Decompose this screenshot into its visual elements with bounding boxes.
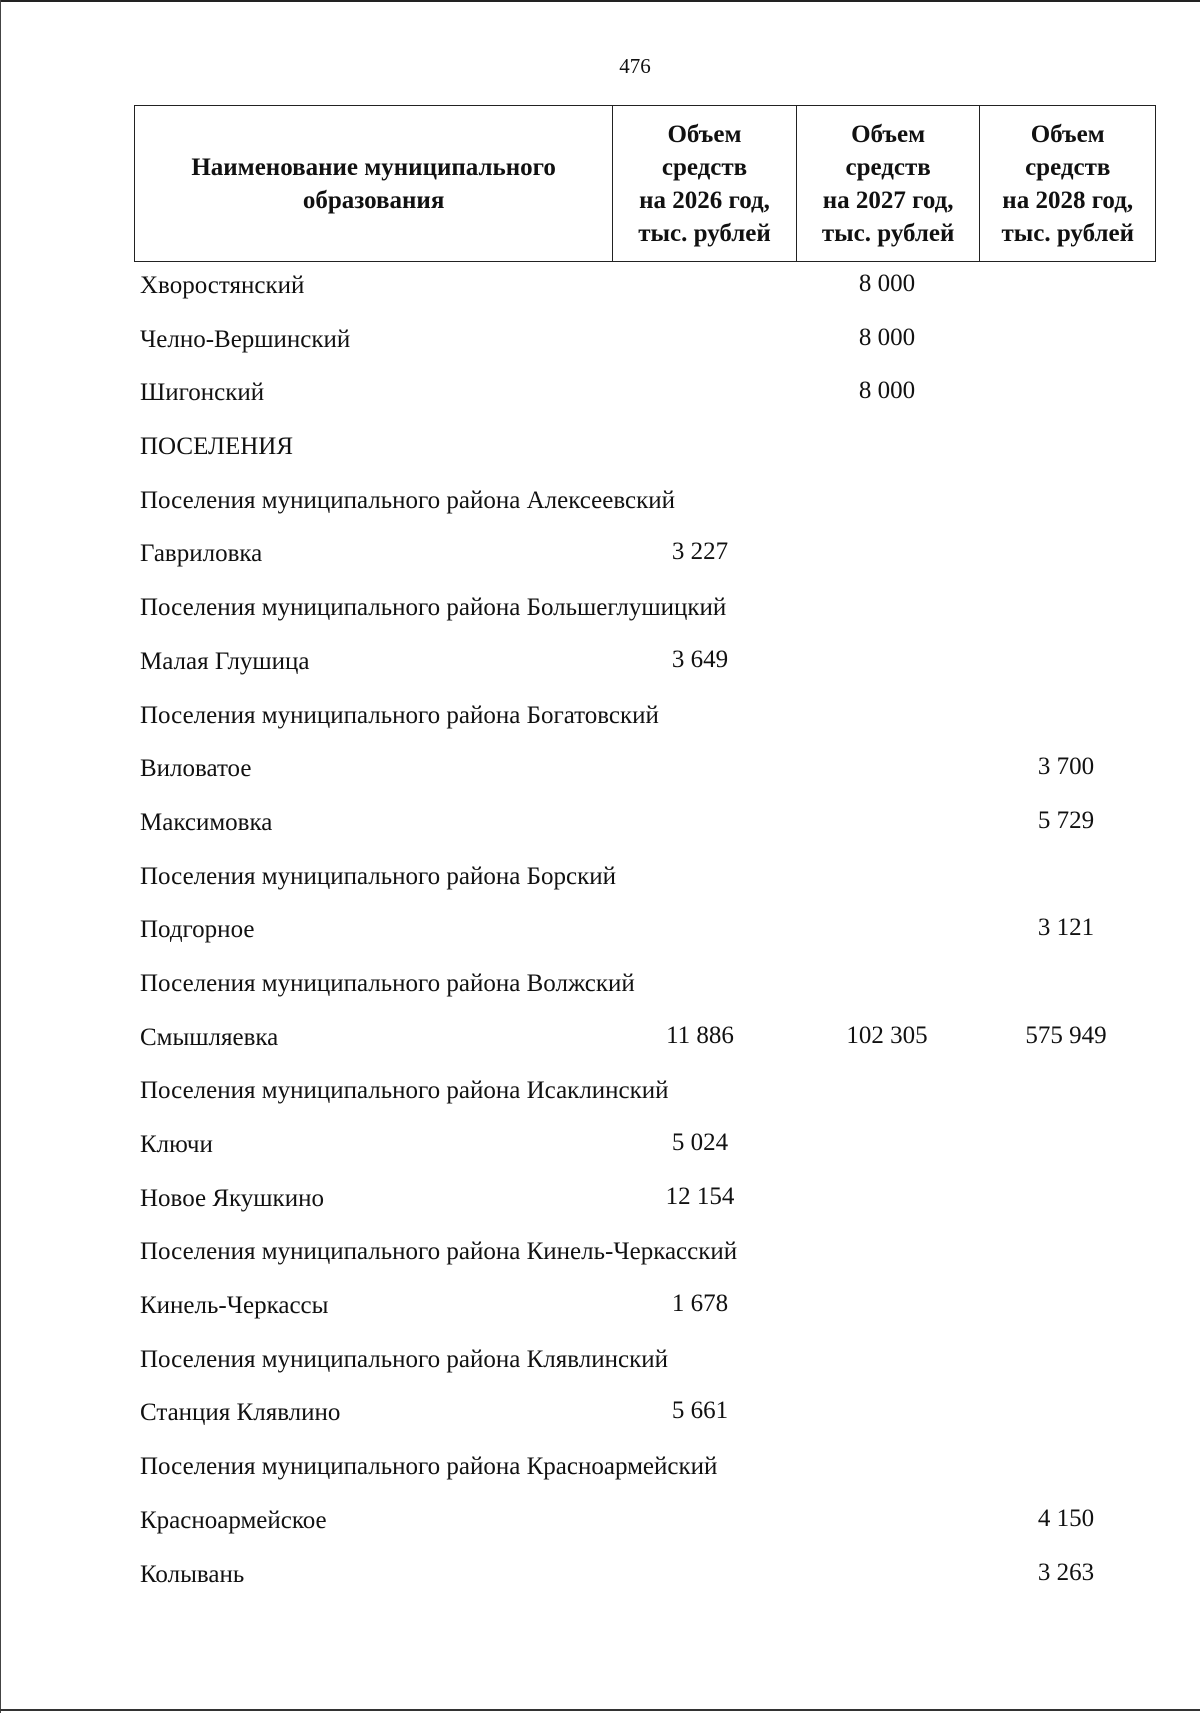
header-2026-line: тыс. рублей <box>638 219 771 247</box>
row-name: Шигонский <box>140 379 265 407</box>
table-body <box>0 262 1200 1604</box>
value-2027: 8 000 <box>858 270 916 297</box>
row-name: Поселения муниципального района Исаклинский <box>140 1077 669 1105</box>
table-row <box>0 262 1200 316</box>
table-row <box>0 584 1200 638</box>
header-2027-line: на 2027 год, <box>822 186 954 214</box>
header-2028-line: на 2028 год, <box>1002 186 1134 214</box>
row-name: ПОСЕЛЕНИЯ <box>140 433 294 461</box>
row-name: Смышляевка <box>140 1023 279 1051</box>
header-2027-line: средств <box>845 153 931 181</box>
row-name: Малая Глушица <box>140 647 310 675</box>
row-name: Кинель-Черкассы <box>140 1292 329 1320</box>
row-name: Подгорное <box>140 916 255 944</box>
table-header <box>134 105 1156 262</box>
row-name: Поселения муниципального района Красноармейский <box>140 1453 718 1481</box>
row-name: Поселения муниципального района Алексеевский <box>140 486 676 514</box>
table-row <box>0 1067 1200 1121</box>
row-name: Виловатое <box>140 755 252 783</box>
header-2028-line: Объем <box>1030 120 1105 148</box>
value-2026: 3 649 <box>671 645 729 673</box>
value-2026: 3 227 <box>671 538 729 566</box>
table-row <box>0 692 1200 746</box>
row-name: Колывань <box>140 1560 245 1588</box>
table-row <box>0 1336 1200 1390</box>
value-2026: 11 886 <box>666 1021 734 1049</box>
value-2027: 8 000 <box>858 377 916 405</box>
header-2027-line: тыс. рублей <box>821 219 955 247</box>
header-2027-column <box>796 106 980 262</box>
value-2028: 5 729 <box>1037 806 1095 834</box>
value-2028: 3 263 <box>1037 1558 1095 1586</box>
table-row <box>0 477 1200 531</box>
row-name: Поселения муниципального района Волжский <box>140 969 635 997</box>
table-row <box>0 1551 1200 1605</box>
value-2026: 5 661 <box>671 1397 729 1425</box>
header-2028-line: средств <box>1025 153 1111 181</box>
table-row <box>0 853 1200 907</box>
table-row <box>0 1443 1200 1497</box>
row-name: Хворостянский <box>140 272 305 299</box>
value-2028: 4 150 <box>1037 1504 1095 1532</box>
scan-border-bottom <box>0 1709 1200 1711</box>
row-name: Поселения муниципального района Клявлинский <box>140 1345 668 1373</box>
row-name: Поселения муниципального района Борский <box>140 862 616 890</box>
table-row <box>0 530 1200 584</box>
table-row <box>0 960 1200 1014</box>
scan-border-top <box>0 0 1200 2</box>
value-2026: 5 024 <box>671 1129 729 1156</box>
table-row <box>0 1121 1200 1175</box>
value-2026: 1 678 <box>671 1290 729 1318</box>
table-row <box>0 799 1200 853</box>
row-name: Новое Якушкино <box>140 1184 324 1212</box>
table-row <box>0 1282 1200 1336</box>
row-name: Красноармейское <box>140 1506 327 1534</box>
row-name: Челно-Вершинский <box>140 325 351 353</box>
table-row <box>0 1175 1200 1229</box>
header-2028-line: тыс. рублей <box>1001 219 1134 247</box>
value-2027: 102 305 <box>846 1021 928 1049</box>
value-2028: 575 949 <box>1025 1021 1107 1049</box>
table-row <box>0 906 1200 960</box>
header-2028-column <box>980 106 1156 262</box>
table-row <box>0 1014 1200 1068</box>
row-name: Гавриловка <box>140 540 263 568</box>
value-2028: 3 121 <box>1037 914 1095 942</box>
header-name-column: Наименование муниципального образования <box>135 106 613 262</box>
table-row <box>0 1228 1200 1282</box>
header-2026-column <box>613 106 797 262</box>
header-2026-line: Объем <box>667 120 742 148</box>
value-2028: 3 700 <box>1037 753 1095 781</box>
value-2026: 12 154 <box>665 1182 735 1210</box>
row-name: Поселения муниципального района Кинель-Черкасский <box>140 1238 738 1266</box>
row-name: Поселения муниципального района Богатовский <box>140 701 659 729</box>
header-2026-line: на 2026 год, <box>639 186 770 214</box>
table-row <box>0 745 1200 799</box>
value-2027: 8 000 <box>858 323 916 351</box>
row-name: Максимовка <box>140 808 273 836</box>
table-row <box>0 316 1200 370</box>
header-2027-line: Объем <box>851 120 926 148</box>
page-number: 476 <box>619 54 651 78</box>
header-2026-line: средств <box>661 153 748 181</box>
table-row <box>0 369 1200 423</box>
table-row <box>0 423 1200 477</box>
row-name: Поселения муниципального района Большеглушицкий <box>140 594 727 622</box>
row-name: Станция Клявлино <box>140 1399 341 1427</box>
row-name: Ключи <box>140 1131 213 1158</box>
table-row <box>0 1389 1200 1443</box>
table-row <box>0 638 1200 692</box>
table-row <box>0 1497 1200 1551</box>
